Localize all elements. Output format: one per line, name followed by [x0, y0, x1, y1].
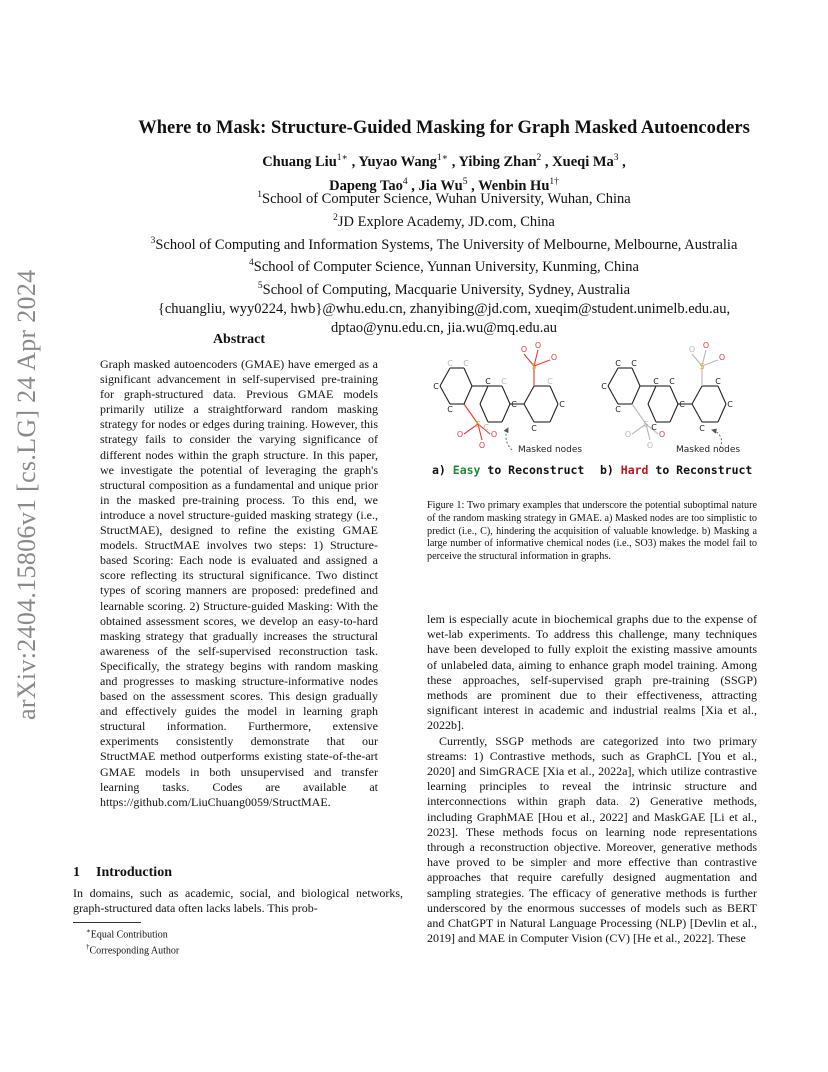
affiliation-line	[60, 186, 828, 209]
oxygen-atom-label: O	[456, 430, 464, 439]
masked-nodes-label-a: Masked nodes	[518, 445, 583, 455]
panel-a-caption	[432, 463, 584, 477]
oxygen-atom-label: O	[478, 441, 486, 450]
arxiv-side-stamp	[0, 0, 60, 1072]
abstract-heading: Abstract	[212, 332, 266, 347]
footnote	[86, 941, 179, 957]
masked-atom-label: O	[624, 430, 632, 439]
author-sup: 1†	[549, 176, 559, 187]
email-line: {chuangliu, wyy0224, hwb}@whu.edu.cn, zhanyibing@jd.com, xueqim@student.unimelb.edu.au,	[157, 301, 731, 318]
affiliation-sup: 4	[249, 258, 254, 269]
affiliation-sup: 2	[333, 212, 338, 223]
right-column-body	[427, 612, 757, 946]
atom-label: C	[653, 377, 659, 386]
molecule-b	[608, 368, 726, 422]
author-name: Jia Wu	[418, 177, 463, 194]
affiliation-line	[60, 209, 828, 232]
figure-1	[420, 338, 760, 483]
atom-label: C	[601, 382, 607, 391]
atom-labels-a	[433, 341, 565, 450]
author-name: Yibing Zhan	[458, 153, 537, 170]
atom-label: C	[447, 405, 453, 414]
author-line-1: Chuang Liu$^{1∗}$ , Yuyao Wang$^{1∗}$ , Yibing Zhan$^2$ , Xueqi Ma$^3$ ,	[262, 153, 626, 170]
oxygen-atom-label: O	[702, 341, 710, 350]
masked-atom-label: C	[463, 359, 469, 368]
sulfur-atom-label: S	[699, 362, 705, 371]
atom-label: C	[669, 377, 675, 386]
author-sup: 5	[462, 176, 468, 187]
masked-atom-label: C	[501, 377, 507, 386]
masked-nodes-label-b: Masked nodes	[676, 445, 741, 455]
panel-a-prefix: a)	[432, 463, 453, 477]
affiliation-list	[60, 186, 828, 338]
affiliation-sup: 1	[257, 190, 263, 200]
atom-label: C	[559, 400, 565, 409]
oxygen-atom-label: O	[534, 341, 542, 350]
affiliation-text: JD Explore Academy, JD.com, China	[337, 213, 555, 230]
oxygen-atom-label: O	[490, 430, 498, 439]
atom-labels-b	[601, 341, 733, 450]
author-sup: 4	[402, 176, 408, 187]
figure-caption: Figure 1: Two primary examples that underscore the potential suboptimal nature of the random masking strategy in GMAE. a) Masked nodes are too simplistic to predict (i.e., C), hindering the acquisition of valuable knowledge. b) Masking a large number of informative chemical nodes (i.e., SO3) makes the model fail to perceive the structural information in graphs.	[427, 500, 757, 563]
footnote-text: Corresponding Author	[89, 945, 180, 957]
masked-atom-label: C	[483, 423, 489, 432]
arxiv-id-text: arXiv:2404.15806v1 [cs.LG] 24 Apr 2024	[12, 269, 41, 720]
masked-atom-label: S	[643, 420, 649, 429]
atom-label: C	[631, 359, 637, 368]
panel-b-suffix: to Reconstruct	[648, 463, 753, 477]
panel-a-suffix: to Reconstruct	[480, 463, 585, 477]
atom-label: C	[651, 423, 657, 432]
figure-1-diagram	[420, 338, 760, 483]
intro-paragraph: In domains, such as academic, social, and biological networks, graph-structured data often lacks labels. This prob-	[73, 886, 403, 916]
oxygen-atom-label: O	[520, 345, 528, 354]
panel-b-prefix: b)	[600, 463, 621, 477]
atom-label: C	[615, 359, 621, 368]
affiliation-sup: 3	[150, 235, 156, 246]
author-sup: 2	[536, 153, 542, 163]
section-heading	[73, 865, 172, 881]
atom-label: C	[679, 400, 685, 409]
footnote-mark: ∗	[86, 927, 91, 935]
sulfur-atom-label: S	[475, 420, 481, 429]
author-sup: 1∗	[336, 153, 348, 163]
email-line: dptao@ynu.edu.cn, jia.wu@mq.edu.au	[330, 320, 558, 337]
author-name: Yuyao Wang	[358, 153, 437, 170]
sulfur-atom-label: S	[531, 362, 537, 371]
atom-label: C	[615, 405, 621, 414]
paragraph: Currently, SSGP methods are categorized into two primary streams: 1) Contrastive methods, such as GraphCL [You et al., 2020] and SimGRACE [Xia et al., 2022a], which utilize contrastive learning principles to reveal the intrinsic structure and interconnections within graph data. 2) Generative methods, including GraphMAE [Hou et al., 2022] and MaskGAE [Li et al., 2023]. These methods focus on learning node representations through a reconstruction objective. Moreover, generative methods have proved to be simpler and more effective than contrastive approaches that require carefully designed augmentation and sampling strategies. The efficacy of generative methods is further underscored by the enormous successes of models such as BERT and ChatGPT in Natural Language Processing (NLP) [Devlin et al., 2019] and MAE in Computer Vision (CV) [He et al., 2022]. These	[427, 733, 757, 946]
section-title: Introduction	[96, 865, 172, 880]
oxygen-atom-label: O	[550, 353, 558, 362]
author-name: Chuang Liu	[262, 153, 337, 170]
atom-label: C	[485, 377, 491, 386]
affiliation-text: School of Computer Science, Wuhan University, Wuhan, China	[262, 190, 631, 207]
section-number: 1	[73, 865, 80, 880]
paper-title: Where to Mask: Structure-Guided Masking for Graph Masked Autoencoders	[138, 118, 750, 138]
panel-b-caption	[600, 463, 752, 477]
footnotes	[86, 925, 179, 958]
masked-atom-label: O	[688, 345, 696, 354]
atom-label: C	[511, 400, 517, 409]
atom-label: C	[715, 377, 721, 386]
affiliation-line	[60, 277, 828, 300]
atom-label: C	[531, 424, 537, 433]
masked-atom-label: C	[447, 359, 453, 368]
oxygen-atom-label: O	[718, 353, 726, 362]
paragraph: lem is especially acute in biochemical graphs due to the expense of wet-lab experiments. To address this challenge, many techniques have been developed to fully exploit the existing massive amounts of unlabeled data, aiming to enhance graph model training. Among these approaches, self-supervised graph pre-training (SSGP) methods are prominent due to their effectiveness, attracting significant interest in academic and industrial realms [Xia et al., 2022b].	[427, 612, 757, 733]
author-name: Dapeng Tao	[329, 177, 403, 194]
author-sup: 1∗	[436, 153, 449, 163]
panel-a-highlight: Easy	[452, 463, 481, 477]
affiliation-line	[60, 232, 828, 255]
masked-atom-label: C	[547, 377, 553, 386]
affiliation-text: School of Computing and Information Systems, The University of Melbourne, Melbourne, Australia	[155, 236, 738, 253]
footnote-mark: †	[86, 943, 90, 952]
affiliation-sup: 5	[257, 281, 263, 292]
atom-label: C	[727, 400, 733, 409]
author-sup: 3	[613, 153, 619, 163]
author-name: Xueqi Ma	[552, 153, 614, 170]
affiliation-text: School of Computing, Macquarie University, Sydney, Australia	[262, 282, 631, 299]
atom-label: C	[433, 382, 439, 391]
oxygen-atom-label: O	[658, 430, 666, 439]
masked-nodes-arrow-a	[506, 428, 512, 450]
atom-label: C	[699, 424, 705, 433]
abstract-body: Graph masked autoencoders (GMAE) have emerged as a significant advancement in self-supervised pre-training for graph-structured data. Previous GMAE models primarily utilize a straightforward random masking strategy for nodes or edges during training. However, this strategy fails to consider the varying significance of different nodes within the graph structure. In this paper, we investigate the potential of leveraging the graph's structural composition as a fundamental and unique prior in the masked pre-training process. To this end, we introduce a novel structure-guided masking strategy (i.e., StructMAE), designed to refine the existing GMAE models. StructMAE involves two steps: 1) Structure-based Scoring: Each node is evaluated and assigned a score reflecting its structural significance. Two distinct types of scoring manners are proposed: predefined and learnable scoring. 2) Structure-guided Masking: With the obtained assessment scores, we develop an easy-to-hard masking strategy that gradually increases the structural awareness of the self-supervised reconstruction task. Specifically, the strategy begins with random masking and progresses to masking structure-informative nodes based on the assessment scores. This design gradually and effectively guides the model in learning graph structural information. Furthermore, extensive experiments consistently demonstrate that our StructMAE method outperforms existing state-of-the-art GMAE models in both unsupervised and transfer learning tasks. Codes are available at https://github.com/LiuChuang0059/StructMAE.	[100, 357, 378, 809]
footnote-text: Equal Contribution	[90, 929, 168, 941]
author-line-2: Dapeng Tao$^4$ , Jia Wu$^5$ , Wenbin $Hu^{1\dagger}$	[329, 176, 559, 194]
footnote-divider	[73, 922, 141, 923]
masked-atom-label: O	[646, 441, 654, 450]
affiliation-text: School of Computer Science, Yunnan University, Kunming, China	[253, 259, 639, 276]
molecule-a	[440, 368, 558, 422]
panel-b-highlight: Hard	[620, 463, 649, 477]
footnote	[86, 925, 179, 941]
author-name: Wenbin Hu	[478, 177, 550, 194]
affiliation-line	[60, 254, 828, 277]
